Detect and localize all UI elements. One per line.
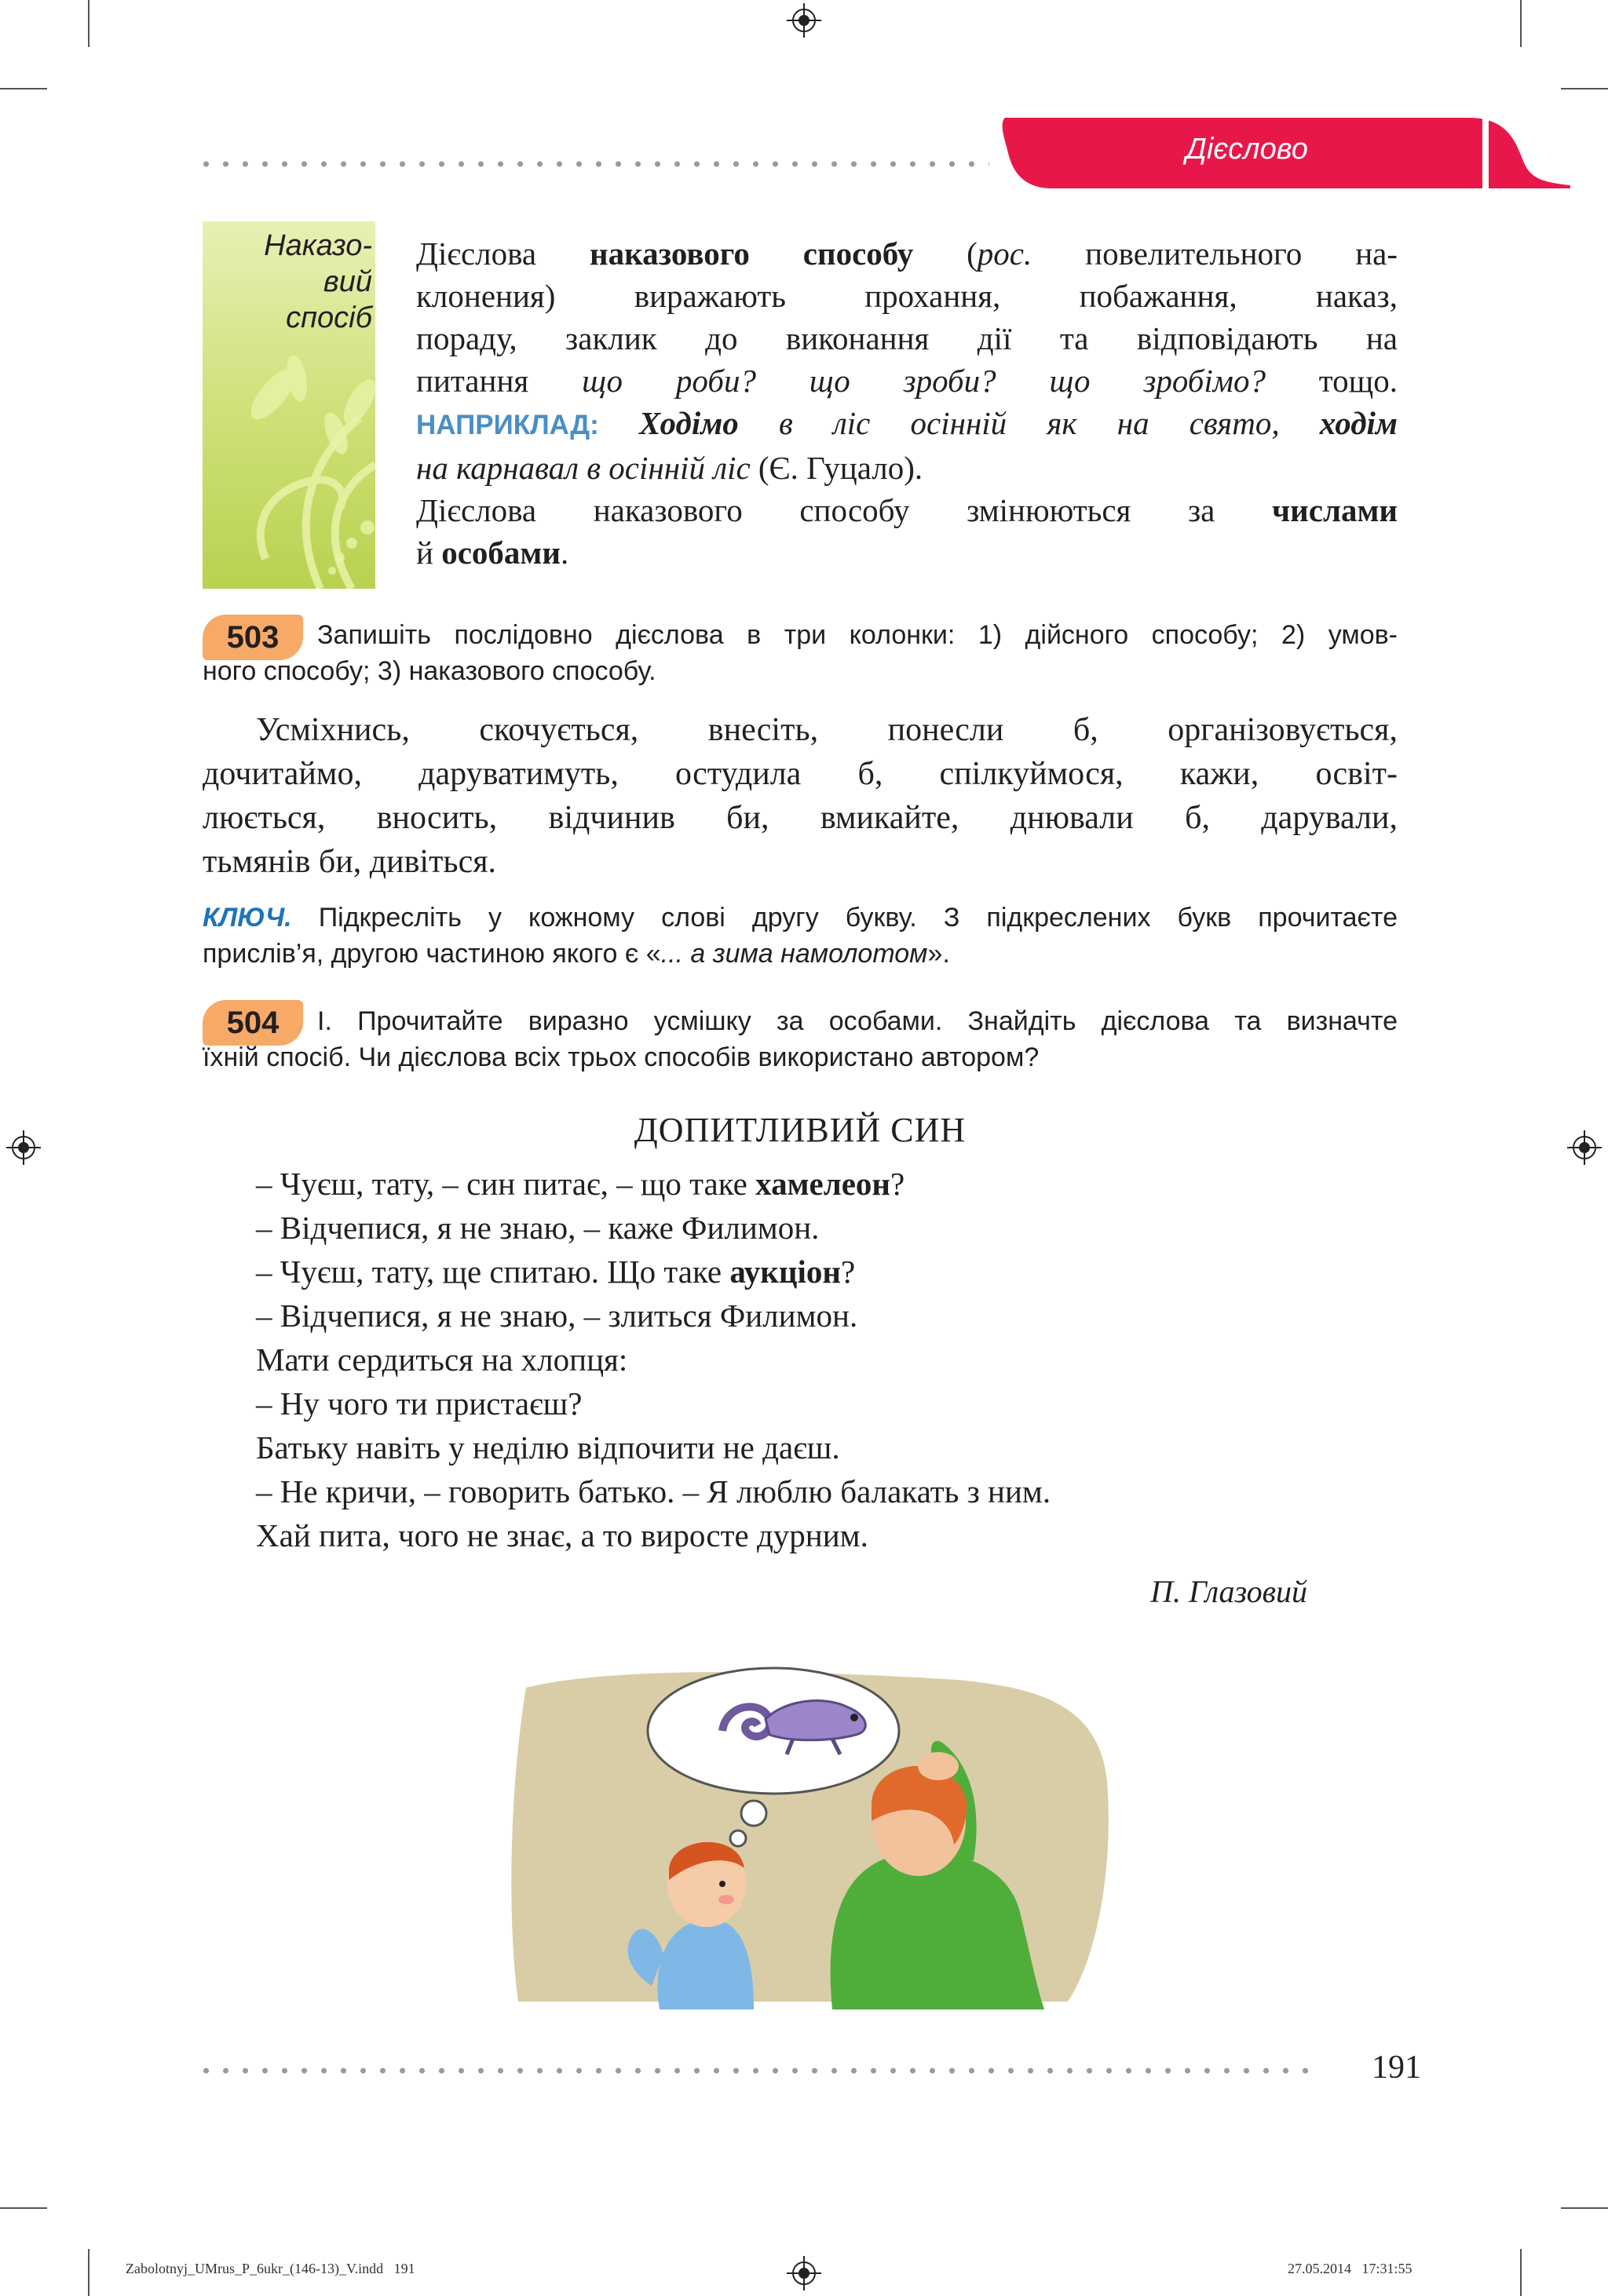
example-line: НАПРИКЛАД: Ходімо в ліс осінній як на свято, ходім [416,405,1398,441]
instruction-line: І. Прочитайте виразно усмішку за особами. Знайдіть дієслова та визначте [317,1006,1398,1036]
poem-line: Мати сердиться на хлопця: [256,1341,628,1378]
poem-line: Батьку навіть у неділю відпочити не даєш. [256,1429,840,1466]
illustration [502,1656,1115,2009]
poem-title: ДОПИТЛИВИЙ СИН [634,1111,967,1149]
text-line: люється, вносить, відчинив би, вмикайте, днювали б, дарували, [203,800,1398,836]
crop-mark [88,2249,90,2296]
file-name: Zabolotnyj_UMrus_P_6ukr_(146-13)_V.indd 191 [126,2261,415,2276]
crop-mark [1520,0,1522,47]
instruction-line: їхній спосіб. Чи дієслова всіх трьох способів використано автором? [203,1042,1040,1072]
theory-line: Дієслова наказового способу (рос. повелительного на- [416,235,1398,272]
print-date: 27.05.2014 17:31:55 [1288,2261,1412,2276]
key-label: КЛЮЧ. [203,903,292,933]
exercise-number-badge: 503 [203,615,303,660]
exercise-503-key [203,900,1398,972]
theory-line: пораду, заклик до виконання дії та відповідають на [416,320,1398,356]
theory-line: й особами. [416,535,569,571]
instruction-line: Запишіть послідовно дієслова в три колонки: 1) дійсного способу; 2) умов- [317,620,1398,650]
header-dotted-rule [196,161,989,167]
key-line: КЛЮЧ. Підкресліть у кожному слові другу букву. З підкреслених букв прочитаєте [203,903,1398,933]
exercise-503-text [203,708,1398,884]
theory-line: клонения) виражають прохання, побажання, наказ, [416,278,1398,314]
text-line: тьмянів би, дивіться. [203,844,497,880]
crop-mark [0,2207,47,2209]
exercise-number-badge: 504 [203,1000,303,1046]
registration-mark-icon [1567,1130,1602,1165]
exercise-504-instruction [203,1003,1398,1075]
sidebar-label-line: вий [323,265,372,298]
theory-text [416,232,1398,574]
instruction-line: ного способу; 3) наказового способу. [203,656,656,686]
poem-line: – Відчепися, я не знаю, – злиться Филимон. [256,1298,858,1334]
theory-line: питання що роби? що зроби? що зробімо? тощо. [416,363,1398,399]
registration-mark-icon [6,1130,41,1165]
crop-mark [1561,2207,1608,2209]
sidebar-label-line: спосіб [286,301,372,334]
footer-dotted-rule [196,2068,1311,2074]
poem-line: – Не кричи, – говорить батько. – Я люблю балакать з ним. [256,1473,1051,1509]
poem-line: – Відчепися, я не знаю, – каже Филимон. [256,1210,820,1246]
poem-line: – Чуєш, тату, – син питає, – що таке хамелеон? [256,1166,905,1202]
section-tab-label: Дієслово [1186,133,1308,166]
key-line: прислів’я, другою частиною якого є «... а зима намолотом». [203,939,950,969]
poem-line: – Чуєш, тату, ще спитаю. Що таке аукціон? [256,1254,856,1290]
crop-mark [1520,2249,1522,2296]
page-number: 191 [1372,2050,1421,2086]
registration-mark-icon [787,2256,821,2291]
crop-mark [0,88,47,89]
poem-author: П. Глазовий [1150,1574,1307,1609]
poem-line: Хай пита, чого не знає, а то виросте дурним. [256,1517,868,1553]
exercise-503-instruction [203,617,1398,689]
text-line: дочитаймо, даруватимуть, остудила б, спілкуймося, кажи, освіт- [203,756,1398,792]
crop-mark [1561,88,1608,89]
sidebar-label-line: Наказо- [264,229,372,262]
crop-mark [88,0,90,47]
example-line: на карнавал в осінній ліс (Є. Гуцало). [416,450,923,486]
theory-line: Дієслова наказового способу змінюються за числами [416,492,1398,528]
example-label: НАПРИКЛАД: [416,410,599,440]
poem-body [256,1162,1402,1557]
sidebar-label [206,228,372,336]
registration-mark-icon [787,3,821,38]
text-line: Усміхнись, скочується, внесіть, понесли б, організовується, [256,712,1398,748]
poem-line: – Ну чого ти пристаєш? [256,1385,583,1422]
